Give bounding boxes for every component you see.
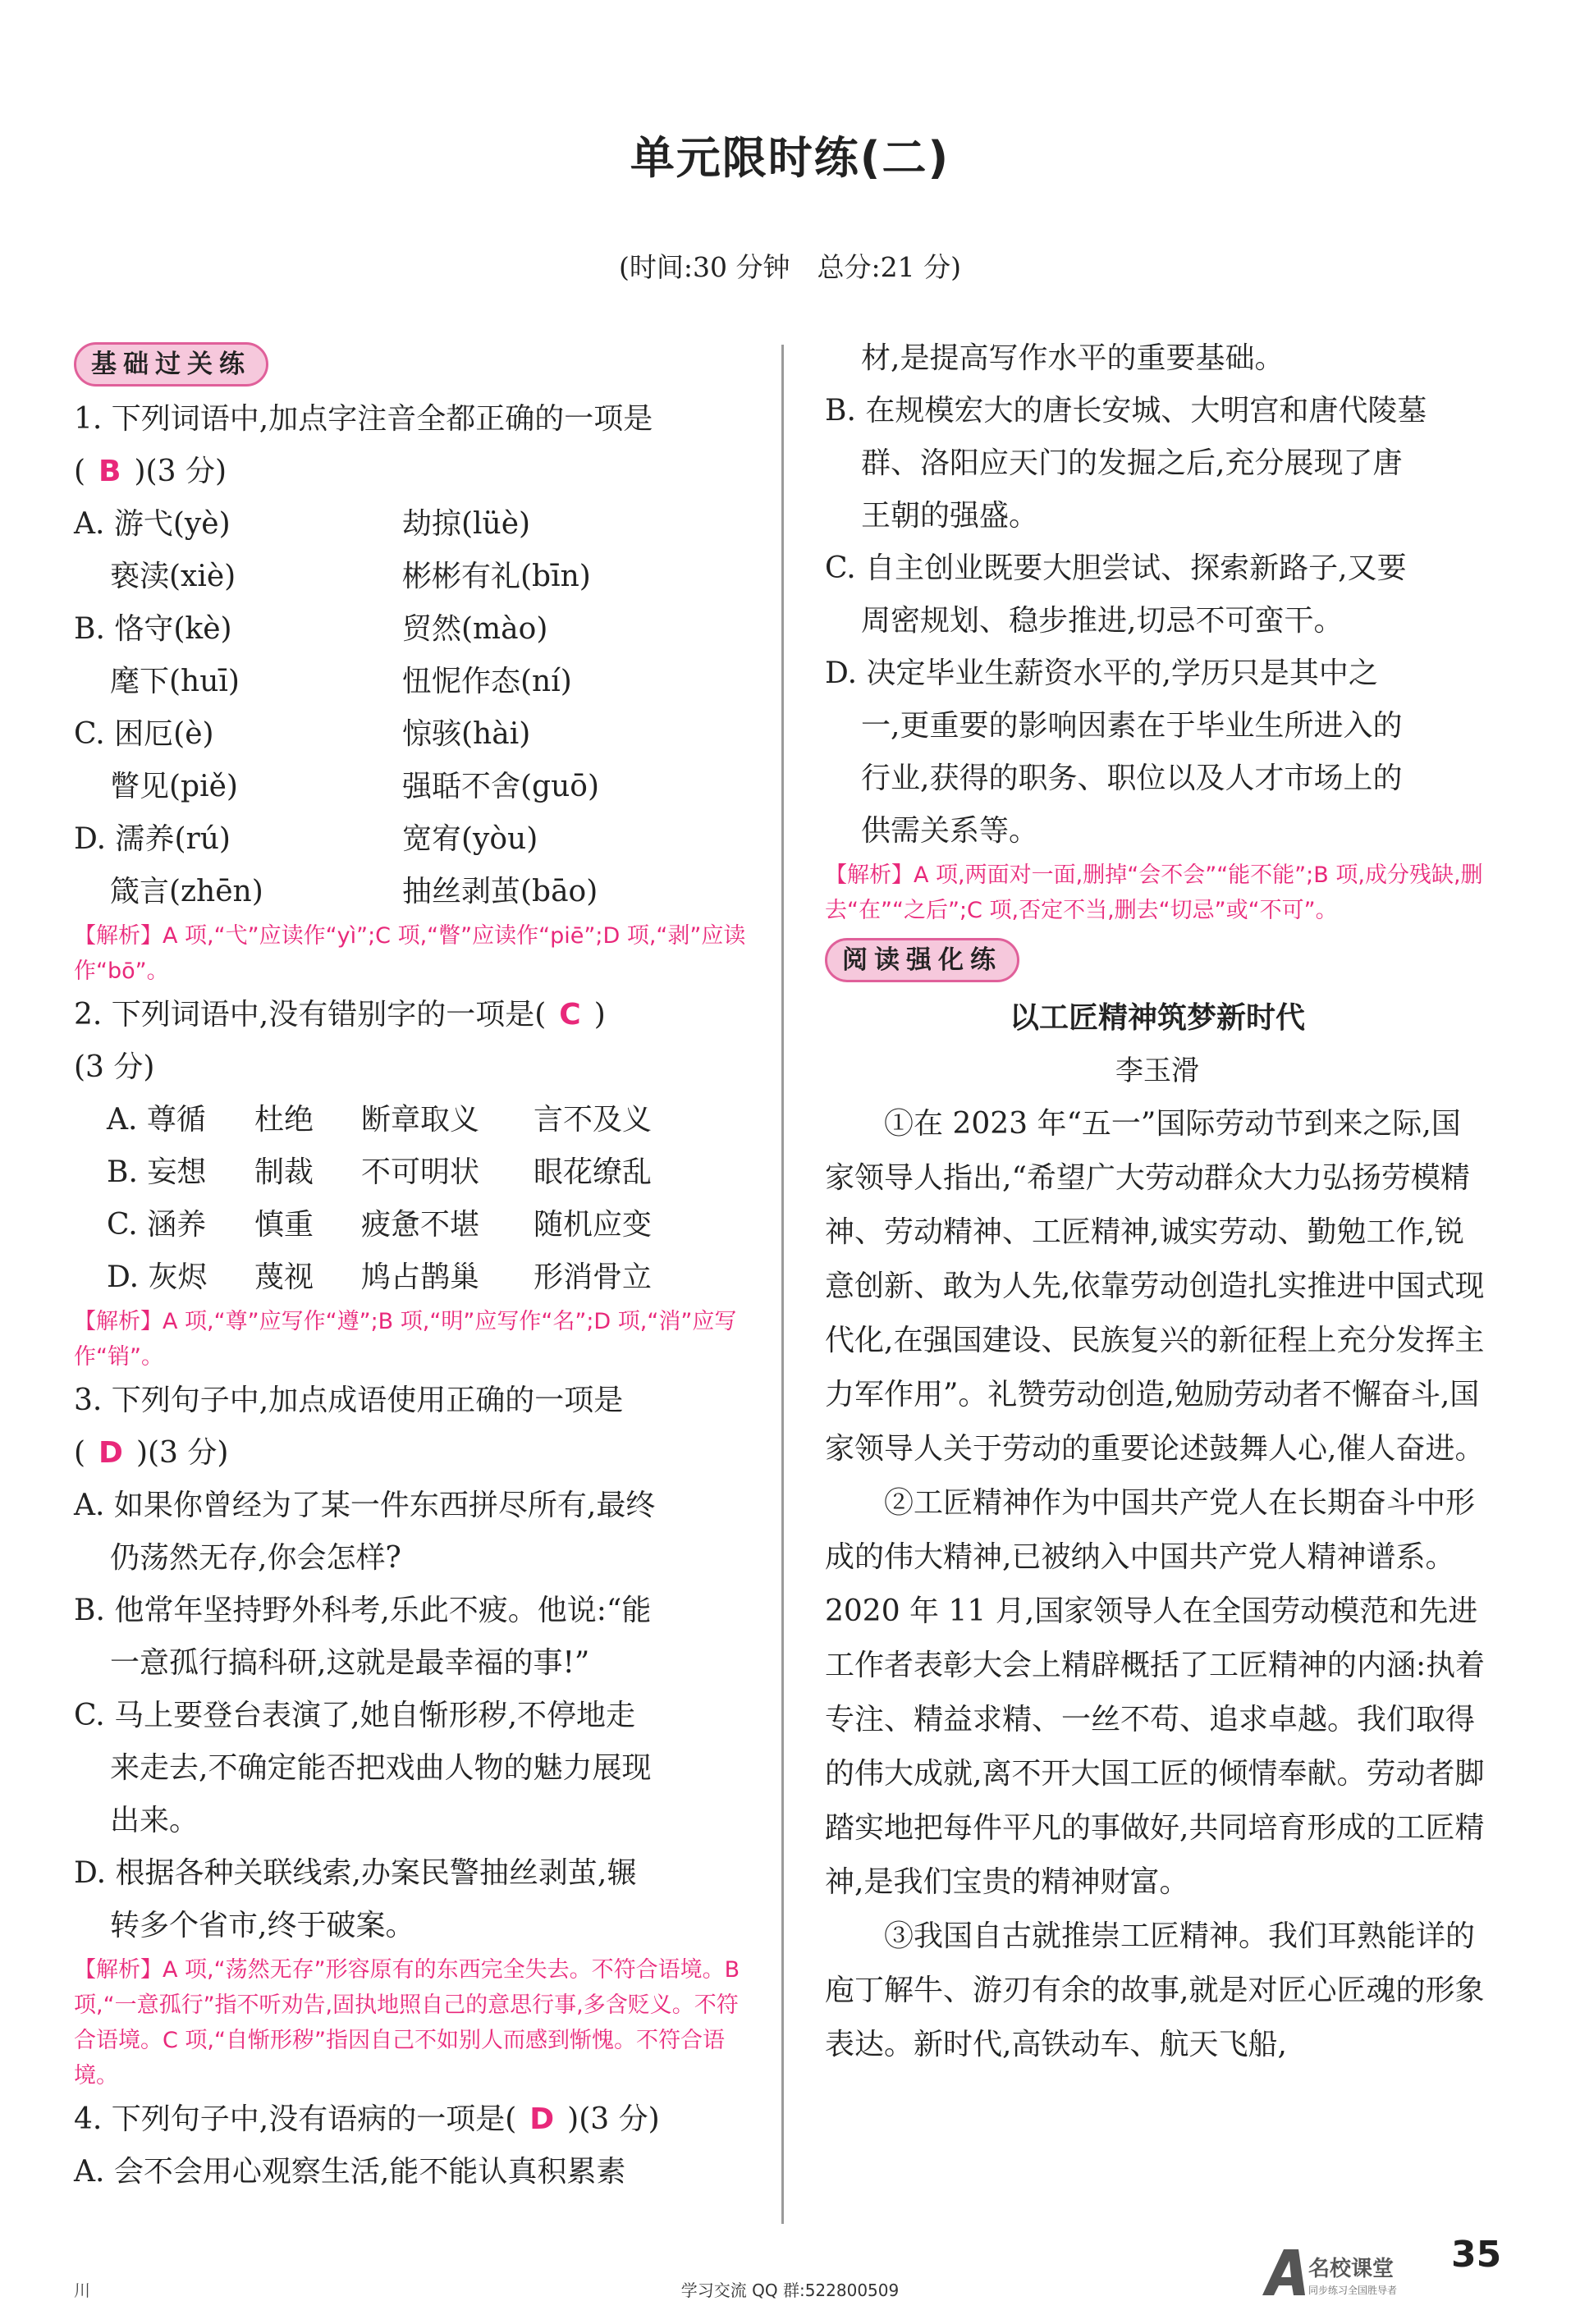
question-4 — [74, 2093, 747, 2198]
question-2-score: (3 分) — [74, 1050, 155, 1084]
option-cell: 箴言(zhēn) — [110, 875, 263, 908]
option-line: 供需关系等。 — [861, 814, 1039, 848]
option-line: A. 如果你曾经为了某一件东西拼尽所有,最终 — [74, 1489, 656, 1522]
option-row: C. 涵养 慎重 疲惫不堪 随机应变 — [107, 1208, 653, 1242]
question-3-answer-line: ( D )(3 分) — [74, 1436, 229, 1470]
question-1 — [74, 393, 747, 989]
article-paragraph-1: ①在 2023 年“五一”国际劳动节到来之际,国家领导人指出,“希望广大劳动群众大力弘扬劳模精神、劳动精神、工匠精神,诚实劳动、勤勉工作,锐意创新、敢为人先,依靠劳动创造扎实推进中国式现代化,在强国建设、民族复兴的新征程上充分发挥主力军作用”。礼赞劳动创造,勉励劳动者不懈奋斗,国家领导人关于劳动的重要论述鼓舞人心,催人奋进。 — [825, 1107, 1485, 1466]
left-column — [74, 332, 747, 2198]
question-3-stem: 3. 下列句子中,加点成语使用正确的一项是 — [74, 1384, 624, 1417]
question-1-options — [74, 498, 747, 918]
option-line: 来走去,不确定能否把戏曲人物的魅力展现 — [110, 1751, 652, 1785]
question-1-analysis: 【解析】A 项,“弋”应读作“yì”;C 项,“瞥”应读作“piē”;D 项,“剥”应读作“bō”。 — [74, 923, 746, 984]
question-3 — [74, 1375, 747, 2093]
option-cell: 亵渎(xiè) — [110, 560, 236, 593]
article-paragraph-2: ②工匠精神作为中国共产党人在长期奋斗中形成的伟大精神,已被纳入中国共产党人精神谱系。2020 年 11 月,国家领导人在全国劳动模范和先进工作者表彰大会上精辟概括了工匠精神的内涵:执着专注、精益求精、一丝不苟、追求卓越。我们取得的伟大成就,离不开大国工匠的倾情奉献。劳动者脚踏实地把每件平凡的事做好,共同培育形成的工匠精神,是我们宝贵的精神财富。 — [825, 1486, 1486, 1899]
option-line: C. 马上要登台表演了,她自惭形秽,不停地走 — [74, 1699, 636, 1732]
option-row: B. 妄想 制裁 不可明状 眼花缭乱 — [107, 1155, 653, 1189]
option-line: 一意孤行搞科研,这就是最幸福的事!” — [110, 1646, 590, 1680]
exam-meta: (时间:30 分钟 总分:21 分) — [619, 251, 961, 283]
option-cell: D. 濡养(rú) — [74, 822, 231, 856]
option-row: D. 灰烬 蔑视 鸠占鹊巢 形消骨立 — [107, 1260, 653, 1294]
page-number: 35 — [1451, 2234, 1502, 2276]
option-line: 材,是提高写作水平的重要基础。 — [861, 341, 1285, 375]
answer-mark: D — [98, 1436, 123, 1470]
option-line: 出来。 — [110, 1804, 199, 1837]
option-line: 行业,获得的职务、职位以及人才市场上的 — [861, 762, 1403, 795]
option-line: B. 他常年坚持野外科考,乐此不疲。他说:“能 — [74, 1594, 652, 1627]
option-line: 一,更重要的影响因素在于毕业生所进入的 — [861, 709, 1403, 743]
page-title: 单元限时练(二) — [630, 132, 950, 184]
option-cell: 忸怩作态(ní) — [402, 665, 572, 698]
option-line: C. 自主创业既要大胆尝试、探索新路子,又要 — [825, 551, 1407, 585]
option-cell: 宽宥(yòu) — [402, 822, 538, 856]
right-column — [825, 332, 1490, 2072]
column-divider — [781, 345, 784, 2224]
section-badge-basic: 基础过关练 — [74, 342, 268, 387]
option-line: A. 会不会用心观察生活,能不能认真积累素 — [74, 2155, 626, 2189]
footer-qq-group: 学习交流 QQ 群:522800509 — [680, 2281, 900, 2300]
question-1-answer-line: ( B )(3 分) — [74, 455, 227, 488]
option-cell: A. 游弋(yè) — [74, 507, 231, 541]
option-cell: 彬彬有礼(bīn) — [402, 560, 591, 593]
option-cell: C. 困厄(è) — [74, 717, 214, 751]
option-line: D. 根据各种关联线索,办案民警抽丝剥茧,辗 — [74, 1856, 637, 1890]
question-4-stem: 4. 下列句子中,没有语病的一项是( D )(3 分) — [74, 2102, 660, 2136]
option-line: 王朝的强盛。 — [861, 499, 1039, 533]
section-badge-reading: 阅读强化练 — [825, 938, 1019, 982]
article-author: 李玉滑 — [1115, 1054, 1199, 1087]
option-cell: 抽丝剥茧(bāo) — [402, 875, 598, 908]
option-line: 周密规划、稳步推进,切忌不可蛮干。 — [861, 604, 1344, 638]
question-1-stem: 1. 下列词语中,加点字注音全都正确的一项是 — [74, 402, 653, 436]
question-2-analysis: 【解析】A 项,“尊”应写作“遵”;B 项,“明”应写作“名”;D 项,“消”应写作“销”。 — [74, 1309, 737, 1370]
option-cell: 麾下(huī) — [110, 665, 240, 698]
option-cell: B. 恪守(kè) — [74, 612, 232, 646]
option-cell: 贸然(mào) — [402, 612, 548, 646]
brand-name: 名校课堂 — [1308, 2257, 1395, 2281]
option-line: 转多个省市,终于破案。 — [110, 1909, 415, 1942]
option-row: A. 尊循 杜绝 断章取义 言不及义 — [107, 1103, 653, 1137]
question-3-analysis: 【解析】A 项,“荡然无存”形容原有的东西完全失去。不符合语境。B 项,“一意孤行”指不听劝告,固执地照自己的意思行事,多含贬义。不符合语境。C 项,“自惭形秽”指因自己不如别人而感到惭愧。不符合语境。 — [74, 1957, 740, 2088]
question-2 — [74, 989, 747, 1375]
brand-logo-icon — [1256, 2244, 1440, 2302]
option-line: B. 在规模宏大的唐长安城、大明宫和唐代陵墓 — [825, 394, 1427, 428]
article-title: 以工匠精神筑梦新时代 — [1009, 1001, 1305, 1035]
question-4-analysis: 【解析】A 项,两面对一面,删掉“会不会”“能不能”;B 项,成分残缺,删去“在”“之后”;C 项,否定不当,删去“切忌”或“不可”。 — [825, 862, 1483, 923]
brand-subtitle: 同步练习全国胜导者 — [1308, 2285, 1398, 2296]
option-cell: 强聒不舍(guō) — [402, 770, 599, 803]
question-2-stem: 2. 下列词语中,没有错别字的一项是( C ) — [74, 998, 606, 1032]
option-cell: 瞥见(piě) — [110, 770, 238, 803]
answer-mark: C — [559, 998, 581, 1032]
option-line: 群、洛阳应天门的发掘之后,充分展现了唐 — [861, 446, 1403, 480]
option-cell: 惊骇(hài) — [402, 717, 531, 751]
option-line: 仍荡然无存,你会怎样? — [110, 1541, 401, 1575]
option-cell: 劫掠(lüè) — [402, 507, 531, 541]
option-line: D. 决定毕业生薪资水平的,学历只是其中之 — [825, 656, 1378, 690]
article-paragraph-3: ③我国自古就推崇工匠精神。我们耳熟能详的庖丁解牛、游刃有余的故事,就是对匠心匠魂的形象表达。新时代,高铁动车、航天飞船, — [825, 1919, 1485, 2061]
answer-mark: B — [98, 455, 121, 488]
answer-mark: D — [529, 2102, 555, 2136]
footer-region-mark: 川 — [74, 2281, 90, 2300]
